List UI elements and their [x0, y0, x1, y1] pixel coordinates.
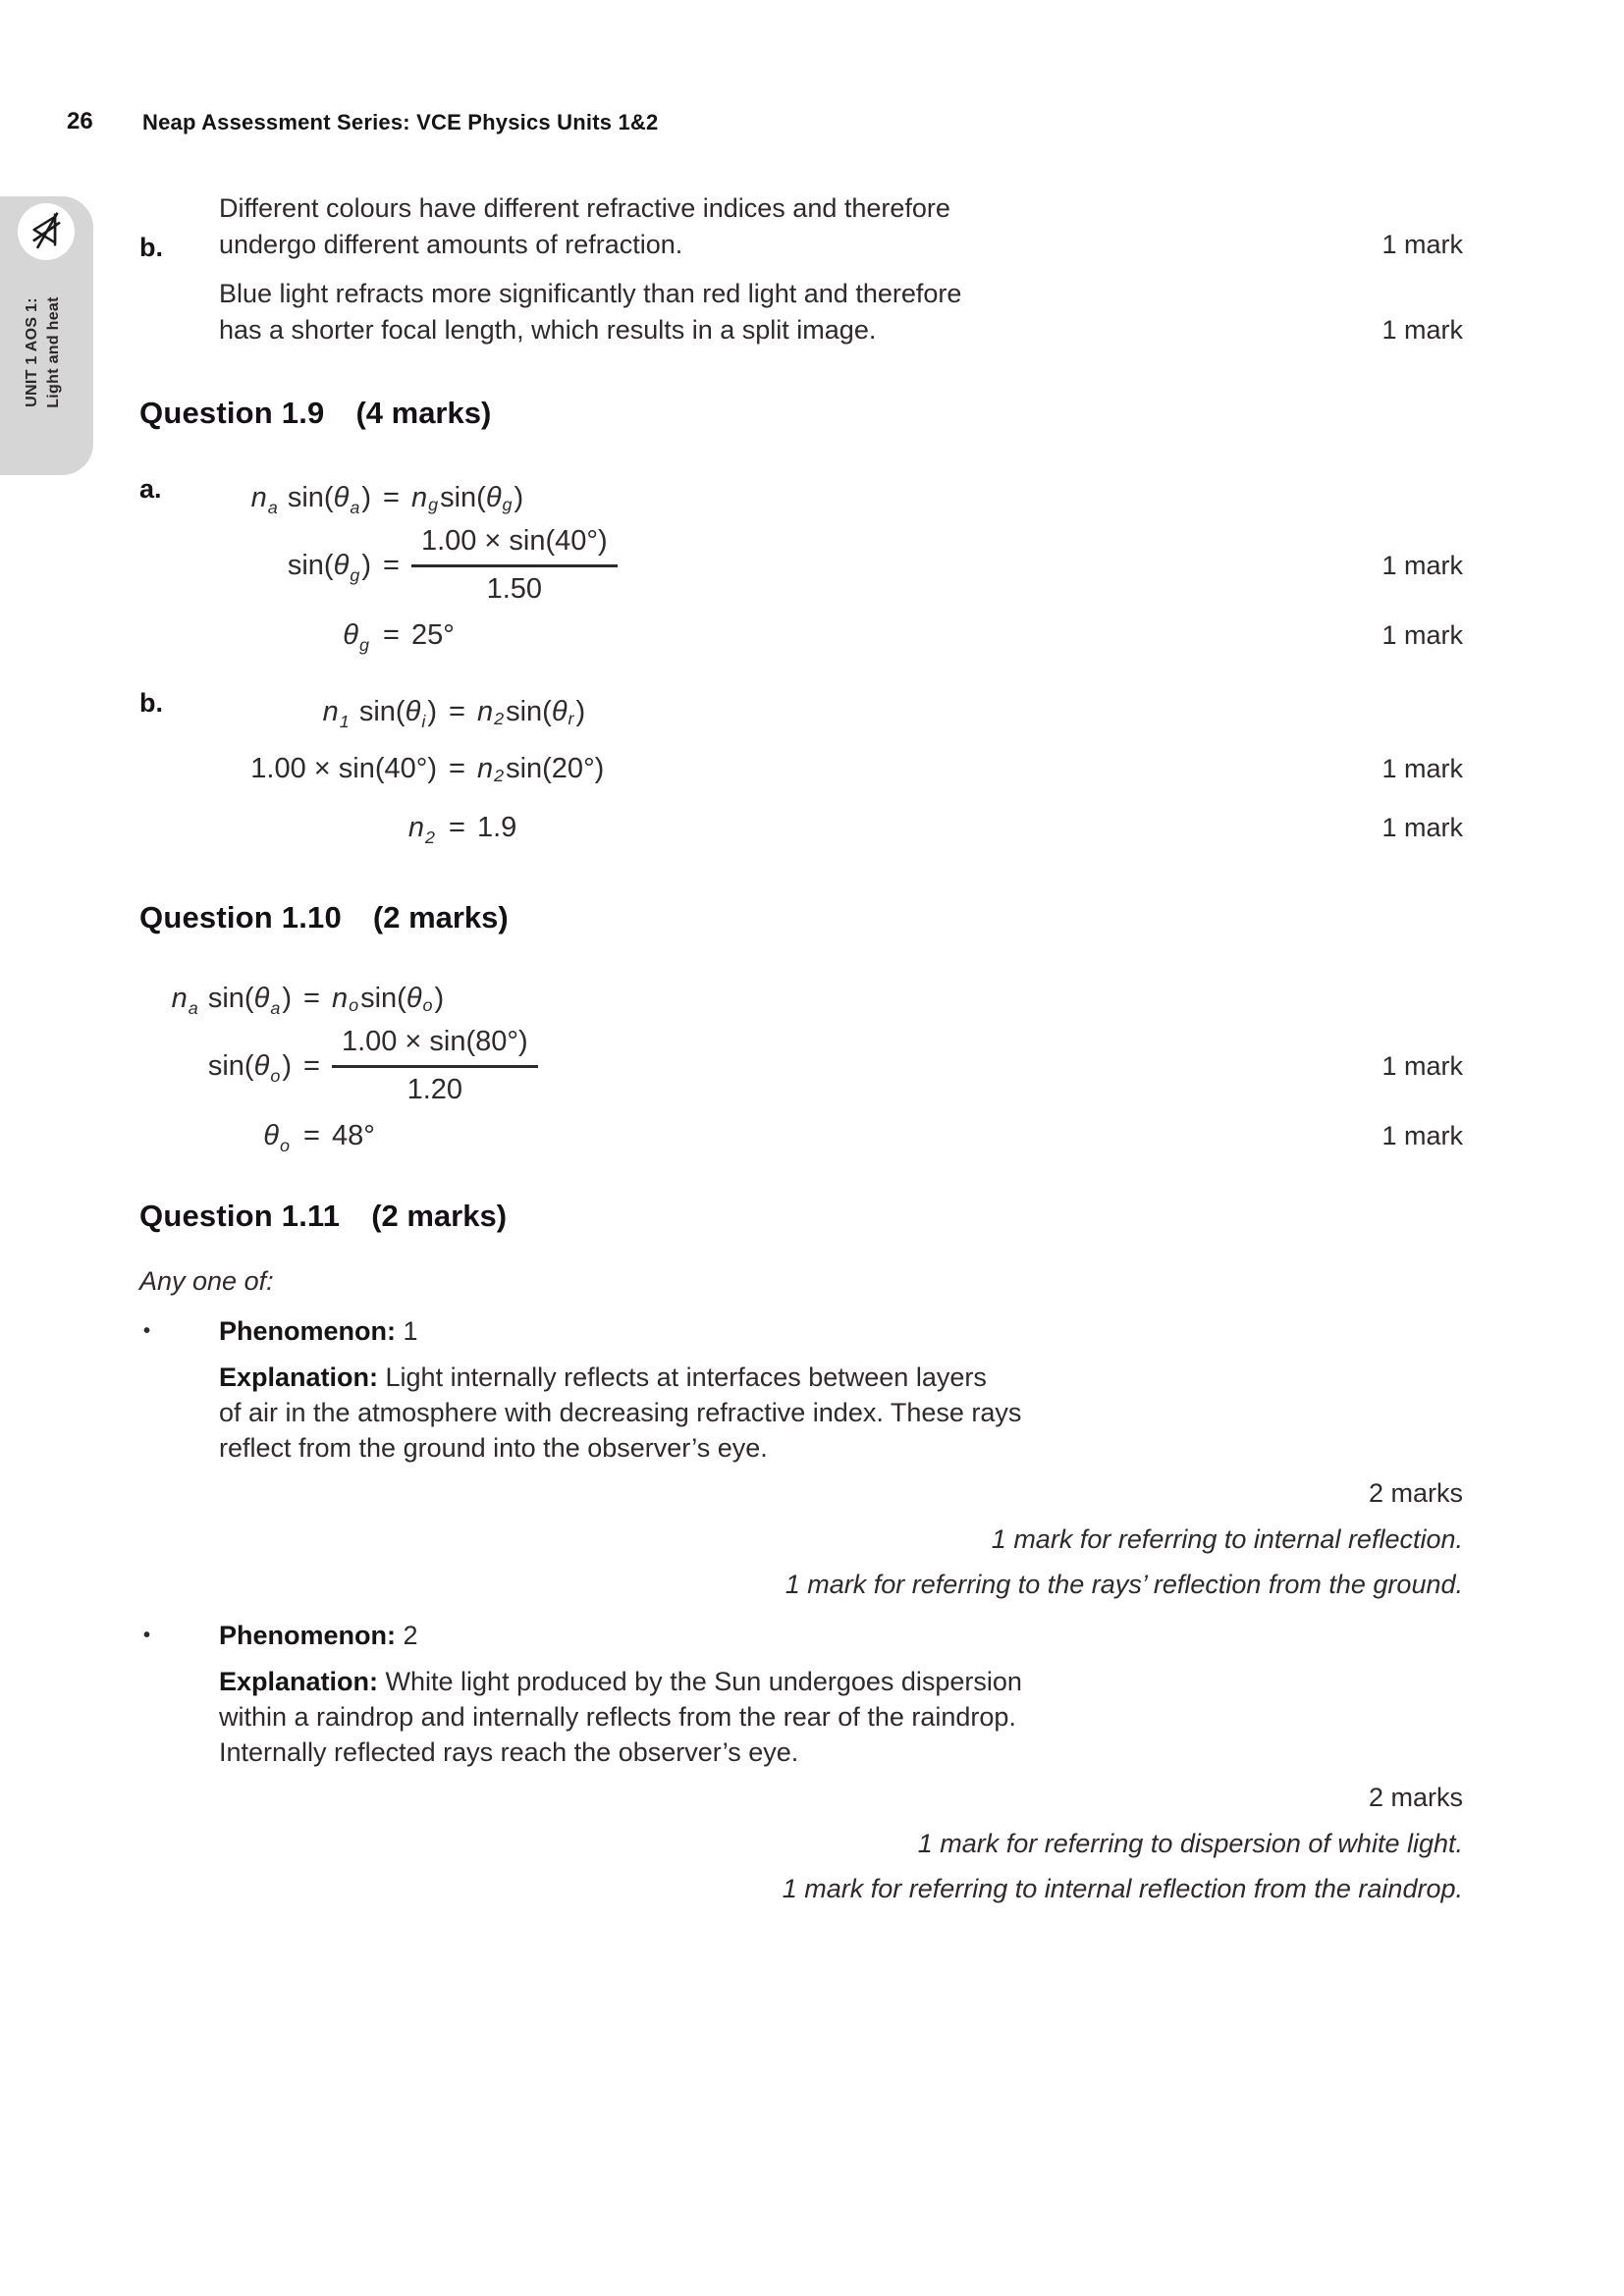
answer-text-line: undergo different amounts of refraction. [219, 230, 683, 259]
equation-rhs: n g sin( θ g ) [410, 481, 524, 515]
equals-sign: = [383, 481, 400, 513]
explanation-text-line: reflect from the ground into the observer’s eye. [219, 1433, 768, 1463]
q110-eq-line-2 [139, 1026, 1463, 1106]
answer-text-line: Different colours have different refractive indices and therefore [219, 193, 950, 223]
unit-tab-label-line1: UNIT 1 AOS 1: [24, 297, 40, 407]
explanation-text-line: Internally reflected rays reach the observer’s eye. [219, 1737, 799, 1767]
unit-tab-circle [18, 203, 75, 260]
part-label: b. [139, 233, 163, 262]
unit-tab-label-line2: Light and heat [45, 296, 62, 408]
equation-rhs: n 2 sin(20°) [476, 752, 605, 786]
question-title: Question 1.11 [139, 1199, 341, 1233]
equation-rhs: n o sin( θ o ) [331, 982, 445, 1016]
explanation-1 [139, 1360, 1463, 1466]
equals-sign: = [303, 1119, 320, 1151]
bullet: • [143, 1625, 151, 1646]
mark-note: 1 mark for referring to internal reflection from the raindrop. [782, 1874, 1463, 1903]
equals-sign: = [303, 982, 320, 1014]
phenomenon-value: 1 [403, 1316, 418, 1346]
mark-note: 1 mark for referring to the rays’ reflection from the ground. [785, 1570, 1463, 1599]
answer-text-line: Blue light refracts more significantly than red light and therefore [219, 279, 962, 308]
mark-note: 1 mark for referring to internal reflection. [991, 1524, 1463, 1554]
mark-note: 1 mark for referring to dispersion of white light. [917, 1829, 1463, 1858]
question-1-9-heading [139, 396, 1463, 431]
q19a-eq-line-1 [139, 474, 1463, 521]
equation-lhs: $\sin(\theta_o)$ [207, 1049, 292, 1087]
explanation-label: Explanation: [219, 1667, 379, 1696]
phenomenon-value: 2 [403, 1621, 418, 1650]
explanation-text-line: White light produced by the Sun undergoes dispersion [385, 1667, 1022, 1696]
mark-allocation: 1 mark [1381, 1120, 1463, 1150]
equation-lhs: $n_a$ $\sin(\theta_a)$ [250, 481, 371, 518]
equation-rhs: 48° [331, 1119, 375, 1151]
equation-rhs: n 2 sin( θ r ) [476, 695, 586, 729]
question-1-10-heading [139, 900, 1463, 935]
marks-total: 2 marks [1368, 1783, 1463, 1812]
equation-lhs: 1.00 × sin(40°) [250, 752, 437, 784]
prism-light-icon [24, 207, 69, 257]
equation-lhs: $n_a$ $\sin(\theta_a)$ [171, 982, 292, 1019]
equals-sign: = [449, 811, 465, 843]
equation-lhs: $\theta_o$ [263, 1119, 290, 1156]
equation-rhs: 25° [410, 618, 455, 651]
explanation-text-line: Light internally reflects at interfaces between layers [385, 1362, 987, 1392]
equals-sign: = [449, 752, 465, 784]
question-marks: (2 marks) [372, 900, 509, 934]
part-b-paragraph-1 [139, 190, 1463, 263]
mark-allocation: 1 mark [1381, 812, 1463, 842]
question-marks: (4 marks) [355, 396, 492, 430]
unit-tab [0, 196, 93, 475]
series-title: Neap Assessment Series: VCE Physics Units 1&2 [142, 110, 659, 134]
equals-sign: = [303, 1049, 320, 1082]
mark-allocation: 1 mark [1381, 619, 1463, 650]
unit-tab-label [22, 254, 82, 451]
part-label: b. [139, 688, 163, 718]
q19b-eq-line-1 [139, 688, 1463, 735]
q19b-eq-line-2 [139, 745, 1463, 792]
question-1-11-heading [139, 1199, 1463, 1234]
equation-lhs: $n_1$ $\sin(\theta_i)$ [322, 695, 437, 732]
part-label: a. [139, 474, 162, 504]
equation-rhs: $\frac{1.00 \times \sin(80^\circ)}{1.20}$ [332, 1026, 538, 1106]
phenomenon-label: Phenomenon: [219, 1621, 396, 1650]
page-number: 26 [67, 108, 93, 134]
q19b-eq-line-3 [139, 804, 1463, 851]
equation-lhs: $\sin(\theta_g)$ [287, 549, 371, 586]
answer-text-line: has a shorter focal length, which results in a split image. [219, 315, 877, 345]
explanation-text-line: within a raindrop and internally reflects from the rear of the raindrop. [219, 1702, 1016, 1732]
mark-allocation: 1 mark [1381, 550, 1463, 580]
explanation-2 [139, 1664, 1463, 1770]
equation-rhs: 1.9 [476, 811, 517, 843]
q110-eq-line-1 [139, 975, 1463, 1022]
equals-sign: = [383, 618, 400, 651]
equation-lhs: $\theta_g$ [343, 618, 369, 656]
explanation-label: Explanation: [219, 1362, 379, 1392]
q110-eq-line-3 [139, 1112, 1463, 1159]
q19a-eq-line-3 [139, 612, 1463, 659]
phenomenon-label: Phenomenon: [219, 1316, 396, 1346]
mark-allocation: 1 mark [1381, 315, 1463, 345]
equals-sign: = [383, 549, 400, 581]
mark-allocation: 1 mark [1381, 1050, 1463, 1081]
mark-allocation: 1 mark [1381, 753, 1463, 783]
q19a-eq-line-2 [139, 525, 1463, 606]
marks-total: 2 marks [1368, 1478, 1463, 1508]
equals-sign: = [449, 695, 465, 727]
question-title: Question 1.9 [139, 396, 325, 430]
equation-lhs: $n_2$ [407, 811, 435, 848]
answer-intro: Any one of: [139, 1266, 274, 1296]
explanation-text-line: of air in the atmosphere with decreasing refractive index. These rays [219, 1398, 1022, 1427]
mark-allocation: 1 mark [1381, 230, 1463, 259]
phenomenon-1-row [139, 1313, 1463, 1350]
bullet: • [143, 1320, 151, 1342]
phenomenon-2-row [139, 1618, 1463, 1654]
answers-content [139, 187, 1463, 1907]
equation-rhs: $\frac{1.00 \times \sin(40^\circ)}{1.50}$ [411, 525, 618, 606]
part-b-paragraph-2 [139, 276, 1463, 348]
question-title: Question 1.10 [139, 900, 342, 934]
question-marks: (2 marks) [371, 1199, 508, 1233]
